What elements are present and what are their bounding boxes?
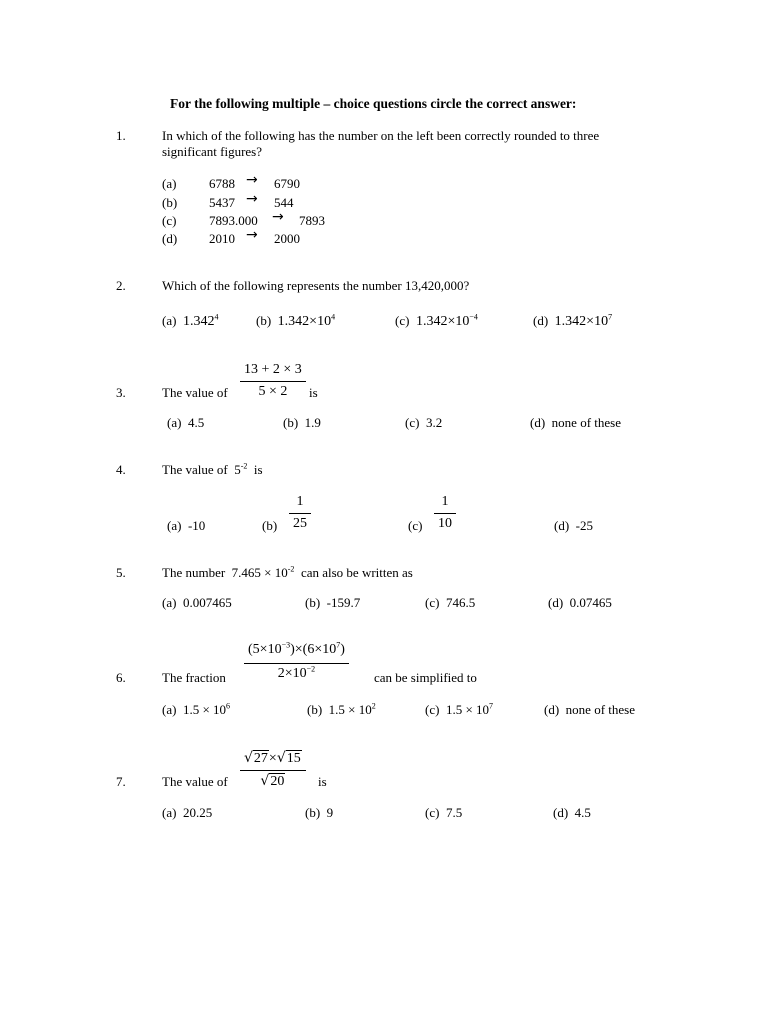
q5-option-c	[425, 595, 475, 611]
option-label: (d)	[530, 415, 546, 430]
q6-option-a	[162, 702, 230, 718]
q1-option-c-label: (c)	[162, 213, 177, 228]
question-5-suffix: can also be written as	[300, 565, 413, 580]
fraction-denominator	[240, 771, 306, 791]
q7-option-a	[162, 805, 212, 821]
q1-option-d-label: (d)	[162, 231, 178, 246]
option-exponent: 6	[226, 701, 231, 711]
q3-option-c	[405, 415, 442, 431]
q1-option-a-right: 6790	[274, 176, 300, 191]
numerator-term-b-exponent: 7	[336, 640, 341, 650]
question-5-number: 5.	[116, 565, 126, 580]
option-label: (c)	[395, 313, 410, 328]
question-1-text-line-2: significant figures?	[162, 144, 262, 159]
option-label: (d)	[548, 595, 564, 610]
radicand-a: 27	[253, 751, 268, 766]
option-value: -159.7	[326, 595, 361, 610]
option-value: none of these	[565, 702, 635, 717]
q6-option-c	[425, 702, 493, 718]
fraction-denominator	[244, 664, 349, 683]
q4-option-b-fraction	[289, 494, 311, 533]
q4-option-c-label: (c)	[408, 518, 423, 533]
question-2-number: 2.	[116, 278, 126, 293]
q2-option-d	[533, 313, 612, 331]
q3-fraction	[240, 362, 306, 401]
page-heading: For the following multiple – choice questions circle the correct answer:	[170, 96, 577, 111]
q1-option-c-left: 7893.000	[209, 213, 258, 228]
q4-option-b-label: (b)	[262, 518, 278, 533]
q1-option-a-label: (a)	[162, 176, 177, 191]
option-exponent: 7	[608, 312, 613, 322]
option-label: (a)	[162, 313, 177, 328]
option-exponent: 2	[371, 701, 376, 711]
q3-option-b	[283, 415, 321, 431]
question-1-number: 1.	[116, 128, 126, 143]
option-value: 1.342×10	[554, 314, 609, 329]
question-7-suffix: is	[318, 774, 327, 789]
q1-option-c-right: 7893	[299, 213, 325, 228]
option-label: (b)	[256, 313, 272, 328]
option-exponent: 4	[214, 312, 219, 322]
fraction-denominator: 5 × 2	[258, 383, 288, 399]
question-3-suffix: is	[309, 385, 318, 400]
option-value: 0.007465	[182, 595, 232, 610]
question-6-prefix: The fraction	[162, 670, 226, 685]
fraction-numerator: 1	[434, 494, 456, 514]
fraction-denominator: 10	[438, 515, 452, 531]
option-value: 1.342×10	[277, 314, 332, 329]
question-4-exponent: -2	[240, 461, 248, 471]
option-label: (b)	[305, 805, 321, 820]
fraction-numerator: 1	[289, 494, 311, 514]
arrow-right-icon: →	[246, 191, 258, 207]
fraction-numerator: √27×√15	[240, 750, 306, 771]
option-label: (d)	[553, 805, 569, 820]
q7-option-b	[305, 805, 333, 821]
q5-option-b	[305, 595, 360, 611]
q1-option-b-right: 544	[274, 195, 294, 210]
option-value: 20.25	[182, 805, 213, 820]
option-label: (d)	[533, 313, 549, 328]
numerator-term-a-exponent: −3	[281, 640, 291, 650]
option-label: (c)	[425, 805, 440, 820]
q1-option-b-label: (b)	[162, 195, 178, 210]
q5-option-d	[548, 595, 612, 611]
q1-option-a-left: 6788	[209, 176, 235, 191]
numerator-term-a: 5×10	[252, 642, 282, 657]
question-3-prefix: The value of	[162, 385, 228, 400]
option-label: (a)	[167, 415, 182, 430]
denominator-term: 2×10	[277, 665, 307, 681]
option-label: (c)	[425, 702, 440, 717]
option-exponent: −4	[469, 312, 478, 322]
option-value: -10	[187, 518, 206, 533]
option-value: 9	[326, 805, 334, 820]
option-value: 0.07465	[569, 595, 612, 610]
sqrt-term-b: √15	[276, 750, 301, 766]
radicand-b: 15	[286, 751, 301, 766]
q4-option-c-fraction	[434, 494, 456, 533]
option-value: 7.5	[445, 805, 463, 820]
question-4-number: 4.	[116, 462, 126, 477]
question-5-base: 7.465 × 10	[231, 565, 288, 580]
radicand-denominator: 20	[270, 773, 285, 789]
option-value: 1.342	[182, 314, 215, 329]
option-value: 1.5 × 10	[445, 702, 490, 717]
q1-option-b-left: 5437	[209, 195, 235, 210]
question-4-prefix: The value of	[162, 462, 228, 477]
option-label: (d)	[554, 518, 570, 533]
option-label: (a)	[162, 595, 177, 610]
q3-option-a	[167, 415, 204, 431]
q6-option-b	[307, 702, 376, 718]
question-3-number: 3.	[116, 385, 126, 400]
arrow-right-icon: →	[272, 209, 284, 225]
q3-option-d	[530, 415, 621, 431]
option-value: 746.5	[445, 595, 476, 610]
question-7-prefix: The value of	[162, 774, 228, 789]
sqrt-term-a: √27	[244, 750, 268, 766]
q7-fraction	[240, 750, 306, 791]
q5-option-a	[162, 595, 232, 611]
numerator-term-b: 6×10	[307, 642, 337, 657]
question-4-text	[162, 462, 263, 478]
option-label: (b)	[307, 702, 323, 717]
question-1-text-line-1: In which of the following has the number on the left been correctly rounded to three	[162, 128, 600, 143]
question-6-number: 6.	[116, 670, 126, 685]
denominator-exponent: −2	[306, 664, 316, 674]
question-7-number: 7.	[116, 774, 126, 789]
sqrt-term-denominator: √20	[260, 772, 285, 789]
fraction-numerator: $(5\times 10^{-3})\times(6\times 10^7)$	[244, 642, 349, 664]
arrow-right-icon: →	[246, 227, 258, 243]
q2-option-a	[162, 313, 218, 331]
option-label: (d)	[544, 702, 560, 717]
q6-fraction	[244, 642, 349, 683]
question-2-text: Which of the following represents the number 13,420,000?	[162, 278, 470, 293]
q1-option-d-left: 2010	[209, 231, 235, 246]
option-value: 1.5 × 10	[328, 702, 372, 717]
arrow-right-icon: →	[246, 172, 258, 188]
option-label: (a)	[162, 805, 177, 820]
option-value: 1.9	[304, 415, 321, 430]
option-value: 1.5 × 10	[182, 702, 227, 717]
option-label: (b)	[305, 595, 321, 610]
option-label: (c)	[425, 595, 440, 610]
question-5-exponent: -2	[287, 564, 295, 574]
question-6-suffix: can be simplified to	[374, 670, 477, 685]
option-exponent: 4	[331, 312, 336, 322]
q7-option-c	[425, 805, 462, 821]
option-label: (a)	[167, 518, 182, 533]
option-value: 4.5	[574, 805, 591, 820]
option-label: (b)	[283, 415, 299, 430]
question-4-suffix: is	[253, 462, 263, 477]
question-5-prefix: The number	[162, 565, 226, 580]
option-value: 3.2	[425, 415, 443, 430]
question-5-text	[162, 565, 413, 581]
q2-option-b	[256, 313, 335, 331]
q4-option-d	[554, 518, 593, 534]
q2-option-c	[395, 313, 478, 331]
option-value: none of these	[551, 415, 621, 430]
option-value: 1.342×10	[415, 314, 470, 329]
q6-option-d	[544, 702, 635, 718]
option-exponent: 7	[489, 701, 494, 711]
q4-option-a	[167, 518, 205, 534]
option-value: 4.5	[187, 415, 205, 430]
option-value: -25	[575, 518, 594, 533]
q1-option-d-right: 2000	[274, 231, 300, 246]
question-4-base: 5	[234, 462, 241, 477]
q7-option-d	[553, 805, 591, 821]
option-label: (a)	[162, 702, 177, 717]
option-label: (c)	[405, 415, 420, 430]
fraction-denominator: 25	[293, 515, 307, 531]
fraction-numerator: 13 + 2 × 3	[240, 362, 306, 382]
